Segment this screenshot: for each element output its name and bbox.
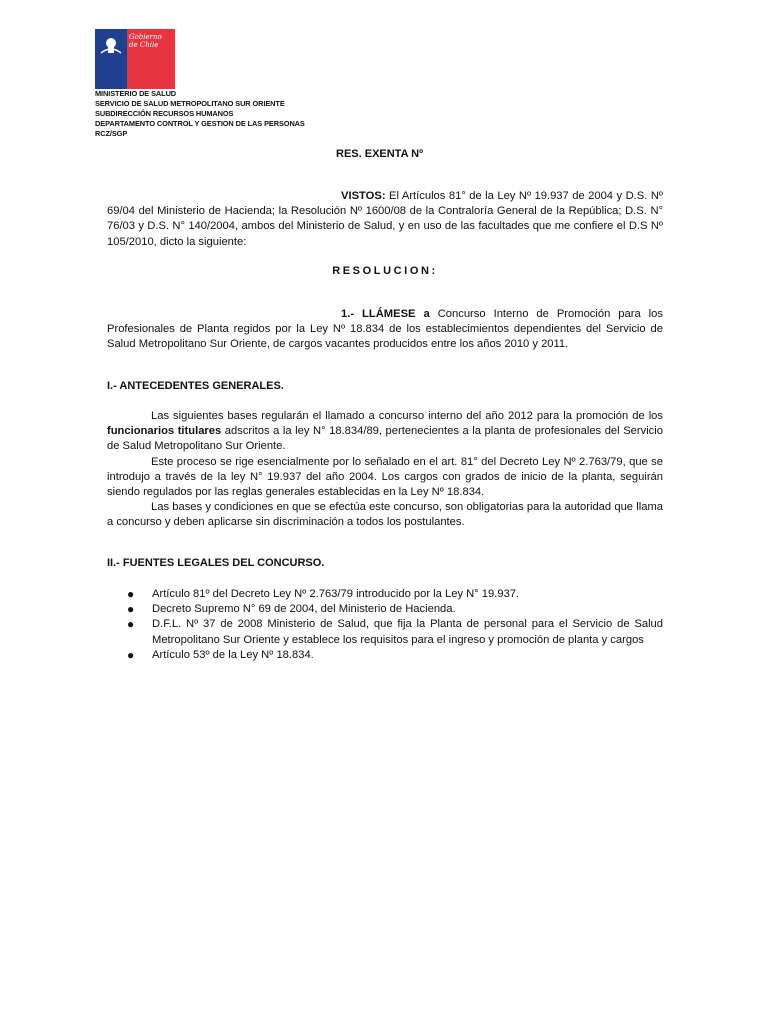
bullet-icon: ● [127, 647, 135, 662]
bullet-icon: ● [127, 617, 135, 632]
llamese-paragraph [107, 307, 663, 353]
llamese-text: Concurso Interno de Promoción para los Profesionales de Planta regidos por la Ley Nº 18.834 de los establecimientos dependientes del Servicio de Salud Metropolitano Sur Oriente, de cargos vacantes producidos entre los años 2010 y 2011. [107, 308, 663, 351]
section1-paragraph-1: Las siguientes bases regularán el llamado a concurso interno del año 2012 para la promoción de los funcionarios titulares adscritos a la ley N° 18.834/89, pertenecientes a la planta de profesionales del Servicio de Salud Metropolitano Sur Oriente. [107, 410, 663, 453]
bullet-icon: ● [127, 602, 135, 617]
list-item: ● Decreto Supremo N° 69 de 2004, del Ministerio de Hacienda. [127, 602, 456, 617]
bullet-icon: ● [127, 587, 135, 601]
resolution-title: RES. EXENTA Nº [336, 148, 424, 160]
header-line: SERVICIO DE SALUD METROPOLITANO SUR ORIENTE [95, 99, 285, 108]
header-line: SUBDIRECCIÓN RECURSOS HUMANOS [95, 109, 234, 118]
list-item: ● Artículo 81º del Decreto Ley Nº 2.763/79 introducido por la Ley N° 19.937. [127, 587, 520, 601]
vistos-text: El Artículos 81° de la Ley Nº 19.937 de 2004 y D.S. Nº 69/04 del Ministerio de Hacienda; la Resolución Nº 1600/08 de la Contraloría General de la República; D.S. N° 76/03 y D.S. N° 140/2004, ambos del Ministerio de Salud, y en uso de las facultades que me confiere el D.S Nº 105/2010, dicto la siguiente: [107, 190, 663, 248]
logo-text: Gobierno de Chile [129, 33, 162, 49]
section1-heading: I.- ANTECEDENTES GENERALES. [107, 380, 284, 392]
section2-heading: II.- FUENTES LEGALES DEL CONCURSO. [107, 557, 325, 569]
vistos-paragraph [107, 189, 663, 250]
header-line: DEPARTAMENTO CONTROL Y GESTION DE LAS PERSONAS [95, 119, 305, 128]
list-item: ● D.F.L. Nº 37 de 2008 Ministerio de Salud, que fija la Planta de personal para el Servicio de Salud Metropolitano Sur Oriente y establece los requisitos para el ingreso y promoción de planta y cargos [127, 617, 663, 646]
gobierno-de-chile-logo [95, 29, 175, 89]
coat-of-arms-icon [97, 35, 125, 55]
header-line: MINISTERIO DE SALUD [95, 89, 177, 98]
section1-paragraph-2: Este proceso se rige esencialmente por lo señalado en el art. 81° del Decreto Ley Nº 2.763/79, que se introdujo a través de la ley N° 19.937 del año 2004. Los cargos con grados de inicio de la planta, seguirán siendo regulados por las reglas generales establecidas en la Ley Nº 18.834. [107, 455, 663, 499]
legal-sources-list [127, 587, 663, 663]
funcionarios-titulares-emphasis: funcionarios titulares [107, 425, 222, 438]
vistos-label: VISTOS: [341, 190, 386, 202]
section1-body [107, 409, 663, 531]
header-line: RCZ/SGP [95, 129, 128, 138]
list-item: ● Artículo 53º de la Ley Nº 18.834. [127, 647, 314, 662]
resolucion-heading: RESOLUCION: [332, 265, 438, 277]
section1-paragraph-3: Las bases y condiciones en que se efectúa este concurso, son obligatorias para la autoridad que llama a concurso y deben aplicarse sin discriminación a todos los postulantes. [107, 501, 663, 529]
llamese-label: 1.- LLÁMESE a [341, 308, 430, 320]
institution-header [95, 89, 305, 139]
